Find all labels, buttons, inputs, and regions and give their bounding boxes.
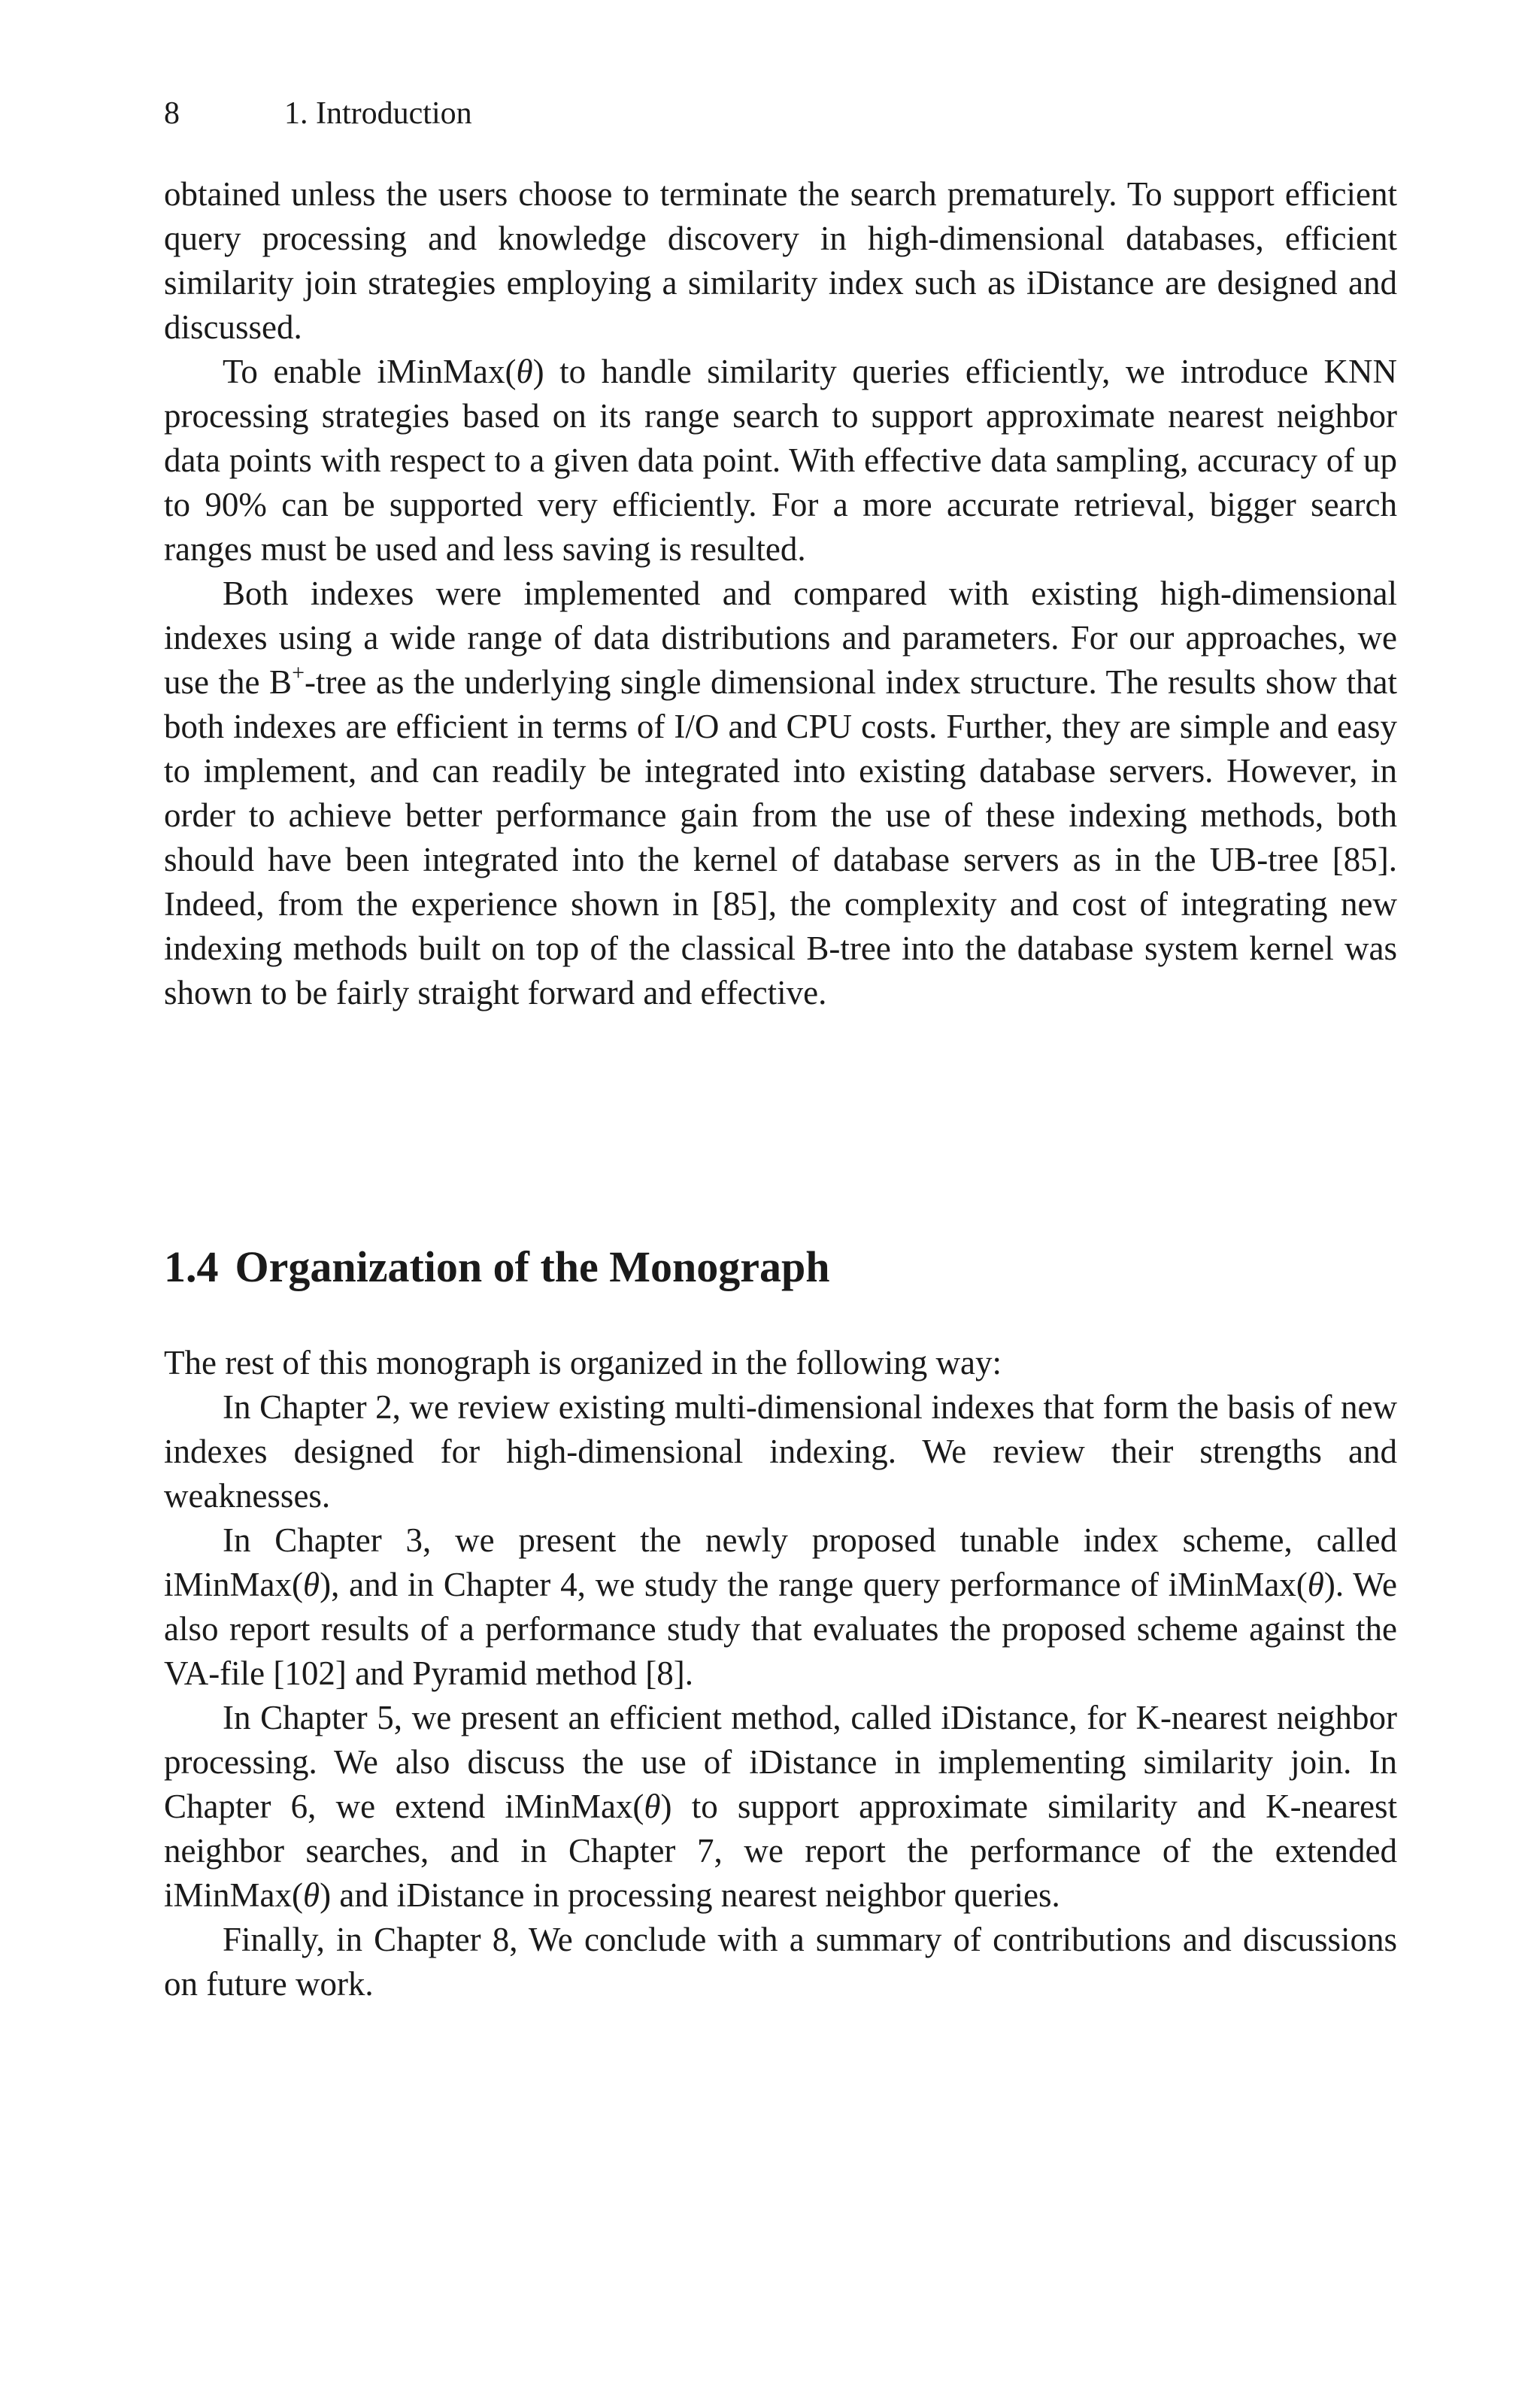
theta-symbol: θ: [516, 353, 533, 390]
section-number: 1.4: [164, 1242, 219, 1291]
superscript-plus: +: [292, 660, 305, 685]
paragraph-chapter-8: Finally, in Chapter 8, We conclude with a summary of contributions and discussions on future work.: [164, 1921, 1397, 2003]
lower-body-text: [164, 1341, 1397, 2006]
paragraph-intro: The rest of this monograph is organized in the following way:: [164, 1344, 1002, 1381]
theta-symbol: θ: [303, 1566, 320, 1603]
paragraph-chapter-5-7: [164, 1696, 1397, 1918]
paragraph-iminmax-knn: [164, 350, 1397, 572]
upper-body-text: [164, 172, 1397, 1015]
text-run: ) to handle similarity queries efficiently, we introduce KNN processing strategies based on its range search to support approximate nearest neighbor data points with respect to a given data point. With effective data sampling, accuracy of up to 90% can be supported very efficiently. For a more accurate retrieval, bigger search ranges must be used and less saving is resulted.: [164, 353, 1397, 568]
section-title: Organization of the Monograph: [235, 1242, 830, 1291]
theta-symbol: θ: [303, 1876, 320, 1914]
paragraph-continuation: obtained unless the users choose to terminate the search prematurely. To support efficient query processing and knowledge discovery in high-dimensional databases, efficient similarity join strategies employing a similarity index such as iDistance are designed and discussed.: [164, 175, 1397, 346]
text-run: ) and iDistance in processing nearest neighbor queries.: [320, 1876, 1060, 1914]
paragraph-implementation: [164, 572, 1397, 1015]
text-run: -tree as the underlying single dimensional index structure. The results show that both indexes are efficient in terms of I/O and CPU costs. Further, they are simple and easy to implement, and can readily be integrated into existing database servers. However, in order to achieve better performance gain from the use of these indexing methods, both should have been integrated into the kernel of database servers as in the UB-tree [85]. Indeed, from the experience shown in [85], the complexity and cost of integrating new indexing methods built on top of the classical B-tree into the database system kernel was shown to be fairly straight forward and effective.: [164, 663, 1397, 1011]
running-head: [164, 95, 1397, 132]
text-run: ). We also report results of a performance study that evaluates the proposed scheme against the VA-file [102] and Pyramid method [8].: [164, 1566, 1397, 1692]
text-run: To enable iMinMax(: [223, 353, 517, 390]
text-run: In Chapter 5, we present an efficient method, called iDistance, for K-nearest neighbor processing. We also discuss the use of iDistance in implementing similarity join. In Chapter 6, we extend iMinMax(: [164, 1699, 1397, 1825]
paragraph-chapter-3-4: [164, 1518, 1397, 1696]
text-run: Both indexes were implemented and compared with existing high-dimensional indexes using a wide range of data distributions and parameters. For our approaches, we use the B: [164, 575, 1397, 701]
text-run: In Chapter 3, we present the newly proposed tunable index scheme, called iMinMax(: [164, 1521, 1397, 1603]
theta-symbol: θ: [644, 1788, 661, 1825]
text-run: ) to support approximate similarity and K-nearest neighbor searches, and in Chapter 7, we report the performance of the extended iMinMax(: [164, 1788, 1398, 1914]
chapter-title: 1. Introduction: [284, 96, 472, 131]
text-run: ), and in Chapter 4, we study the range query performance of iMinMax(: [320, 1566, 1308, 1603]
paragraph-chapter-2: In Chapter 2, we review existing multi-dimensional indexes that form the basis of new indexes designed for high-dimensional indexing. We review their strengths and weaknesses.: [164, 1388, 1397, 1515]
section-heading: [164, 1241, 1397, 1293]
theta-symbol: θ: [1307, 1566, 1324, 1603]
page-number: 8: [164, 96, 180, 131]
